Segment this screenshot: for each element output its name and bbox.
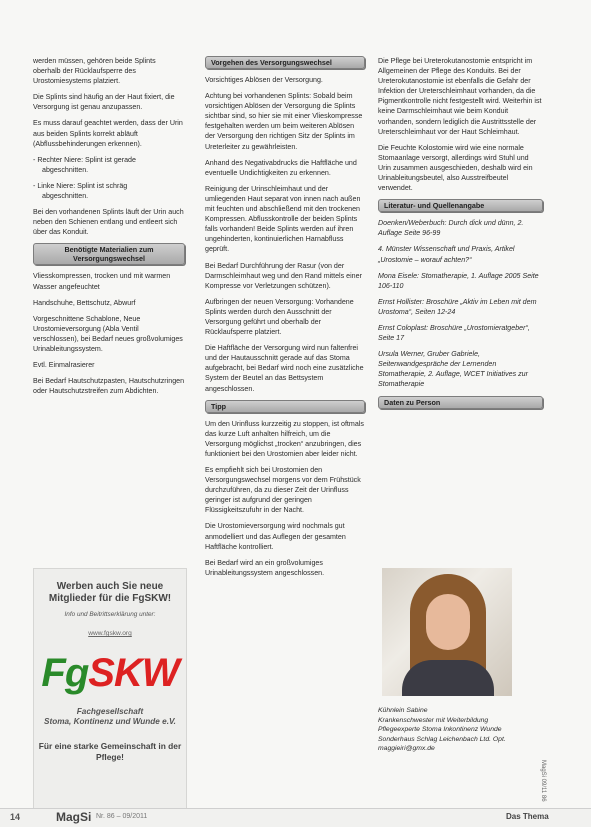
bullet-left-kidney: - Linke Niere: Splint ist schräg: [33, 181, 128, 190]
paragraph: Es empfiehlt sich bei Urostomien den Versorgungswechsel morgens vor dem Frühstück durchzuführen, da zu dieser Zeit der Urinfluss geringer ist aufgrund der geringen Flüssigkeitszufuhr in der Nacht.: [205, 466, 361, 515]
section-heading-literature: Literatur- und Quellenangabe: [378, 199, 543, 212]
paragraph: Vorgeschnittene Schablone, Neue Urostomieversorgung (Abla Ventil verschlossen), bei Bedarf neues großvolumiges Urinableitungssystem.: [33, 314, 183, 353]
issue-label: Nr. 86 – 09/2011: [96, 813, 148, 820]
ad-link[interactable]: www.fgskw.org: [88, 630, 132, 637]
column-left: [33, 56, 185, 402]
reference-item: 4. Münster Wissenschaft und Praxis, Artikel „Urostomie – worauf achten?“: [378, 245, 515, 264]
org-name-line1: Fachgesellschaft: [76, 707, 144, 716]
org-name-line2: Stoma, Kontinenz und Wunde e.V.: [44, 717, 176, 726]
column-right: [378, 56, 543, 415]
magazine-name: MagSi: [56, 810, 92, 824]
author-caption: [378, 706, 538, 754]
paragraph: Es muss darauf geachtet werden, dass der Urin aus beiden Splints korrekt abläuft (Abflussbehinderungen erkennen).: [33, 119, 183, 148]
bullet-right-kidney: - Rechter Niere: Splint ist gerade: [33, 155, 136, 164]
paragraph: werden müssen, gehören beide Splints oberhalb der Rücklaufsperre des Urostomiesystems platziert.: [33, 57, 156, 86]
column-middle: [205, 56, 365, 584]
reference-item: Ernst Coloplast: Broschüre „Urostomieratgeber“, Seite 17: [378, 323, 530, 343]
paragraph: Reinigung der Urinschleimhaut und der umliegenden Haut separat von innen nach außen mit feuchten und abschließend mit den trockenen Kompressen. Abflusskontrolle der beiden Splints falls vorhanden! Beide Splints werden auf ihren ungehinderten, kontinuierlichen Harnabfluss geprüft.: [205, 184, 361, 254]
paragraph: Bei den vorhandenen Splints läuft der Urin auch neben den Schienen entlang und entleert sich über das Konduit.: [33, 208, 184, 237]
author-role-2: Pflegeexperte Stoma Inkontinenz Wunde: [378, 726, 502, 734]
reference-item: Doenken/Weberbuch: Durch dick und dünn, 2. Auflage Seite 96-99: [378, 219, 524, 238]
ad-call-to-action: Für eine starke Gemeinschaft in der Pflege!: [38, 741, 182, 762]
paragraph: Handschuhe, Bettschutz, Abwurf: [33, 298, 136, 307]
reference-item: Mona Eisele: Stomatherapie, 1. Auflage 2005 Seite 106-110: [378, 271, 539, 290]
paragraph: Aufbringen der neuen Versorgung: Vorhandene Splints werden durch den Ausschnitt der Versorgung geführt und oberhalb der Rücklaufsperre platziert.: [205, 297, 354, 337]
section-heading-materials: Benötigte Materialien zum Versorgungswechsel: [33, 243, 185, 265]
section-heading-author: Daten zu Person: [378, 396, 543, 409]
section-heading-tip: Tipp: [205, 400, 365, 413]
author-role: Krankenschwester mit Weiterbildung: [378, 716, 489, 724]
author-photo: [382, 568, 512, 696]
ad-subline: Info und Beitrittserklärung unter:: [64, 611, 156, 618]
section-label: Das Thema: [506, 812, 549, 821]
paragraph: Bei Bedarf Hautschutzpasten, Hautschutzringen oder Hautschutzstreifen zum Abdichten.: [33, 377, 185, 396]
ad-headline: Werben auch Sie neue Mitglieder für die FgSKW!: [48, 581, 172, 604]
paragraph: Die Haftfläche der Versorgung wird nun faltenfrei und der Hautausschnitt gerade auf das Stoma aufgebracht, bei Bedarf wird noch eine zusätzliche System der Beutel an das Bettsystem angeschlossen.: [205, 344, 364, 393]
paragraph: Die Pflege bei Ureterokutanostomie entspricht im Allgemeinen der Pflege des Konduits. Bei der Ureterokutanostomie ist ebenfalls die Gefahr der Infektion der Ureterschleimhaut vorhanden, da die Pigmentkontrolle nicht festgestellt wird. Weiterhin ist keine Darmschleimhaut wie beim Konduit vorhanden, sondern lediglich die Austrittsstelle der Ureterschleimhaut vor der Haut Schleimhaut.: [378, 57, 542, 136]
paragraph: Evtl. Einmalrasierer: [33, 361, 95, 370]
author-email[interactable]: maggieiri@gmx.de: [378, 745, 435, 753]
page-number: 14: [10, 812, 21, 822]
author-employer: Sonderhaus Schlag Leichenbach Ltd. Opt.: [378, 735, 506, 743]
bullet-left-kidney-cont: abgeschnitten.: [42, 192, 89, 201]
paragraph: Achtung bei vorhandenen Splints: Sobald beim vorsichtigen Ablösen der Versorgung die Splints sichtbar sind, so hier sie mit einer Vlieskompresse festgehalten werden um beim weiteren Ablösen der Versorgung den richtigen Sitz der Splints im Ureterleiter zu gewährleisten.: [205, 92, 363, 151]
reference-item: Ernst Hollister: Broschüre „Aktiv im Leben mit dem Urostoma“, Seiten 12-24: [378, 297, 537, 316]
bullet-right-kidney-cont: abgeschnitten.: [42, 165, 89, 174]
paragraph: Vorsichtiges Ablösen der Versorgung.: [205, 76, 323, 84]
side-issue-label: MagSi 09/11 86: [540, 760, 546, 802]
paragraph: Um den Urinfluss kurzzeitig zu stoppen, ist oftmals das kurze Luft anhalten hilfreich, um die Versorgung möglichst „trocken“ anzubringen, dies funktioniert bei den Urostomien aber leider nicht.: [205, 419, 364, 458]
paragraph: Vliesskompressen, trocken und mit warmen Wasser angefeuchtet: [33, 272, 171, 291]
paragraph: Die Urostomieversorgung wird nochmals gut anmodelliert und das Auflegen der gesamten Haftfläche kontrolliert.: [205, 522, 346, 551]
section-heading-procedure: Vorgehen des Versorgungswechsel: [205, 56, 365, 69]
author-name: Kühnlein Sabine: [378, 707, 428, 714]
fgskw-logo: FgSKW: [41, 651, 179, 695]
paragraph: Die Splints sind häufig an der Haut fixiert, die Versorgung ist genau anzupassen.: [33, 93, 175, 112]
page-footer: [0, 808, 591, 827]
paragraph: Bei Bedarf wird an ein großvolumiges Urinableitungssystem angeschlossen.: [205, 558, 325, 577]
paragraph: Anhand des Negativabdrucks die Haftfläche und eventuelle Undichtigkeiten zu erkennen.: [205, 158, 357, 177]
paragraph: Die Feuchte Kolostomie wird wie eine normale Stomaanlage versorgt, allerdings wird Stuhl und Urin zusammen ausgeschieden, deshalb wird ein Urinableitungsbeutel, also Ausstreifbeutel verwendet.: [378, 143, 533, 193]
paragraph: Bei Bedarf Durchführung der Rasur (von der Darmschleimhaut weg und den Rand mittels einer Kompresse vor Verletzungen schützen).: [205, 261, 362, 290]
membership-advertisement: [33, 568, 187, 810]
reference-item: Ursula Werner, Gruber Gabriele, Seitenwandgespräche der Lernenden Stomatherapie, 2. Auflage, WCET Initiatives zur Stomatherapie: [378, 350, 528, 389]
